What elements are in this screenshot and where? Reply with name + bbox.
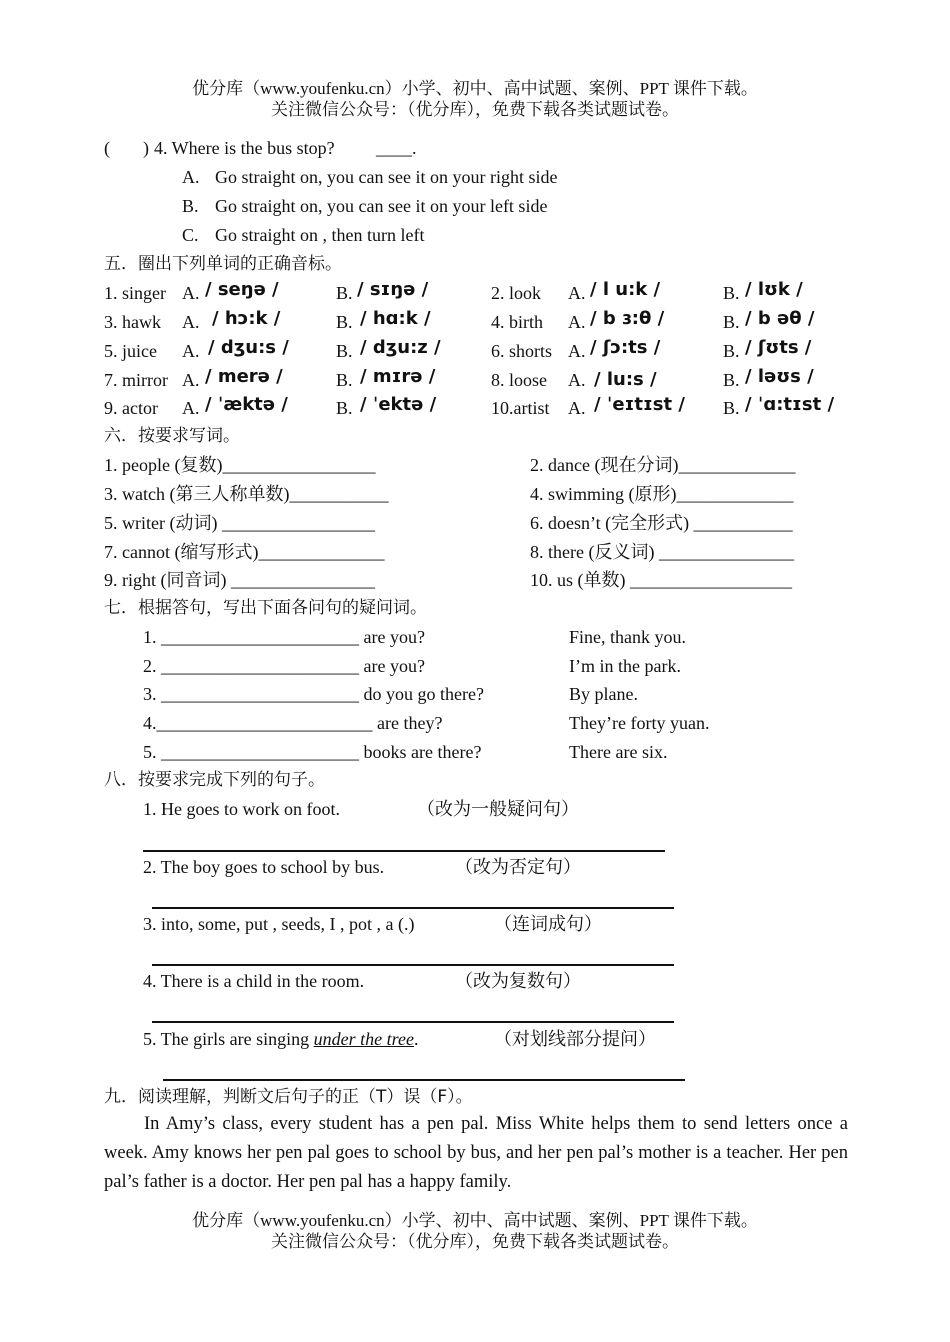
q4-paren-close: ) bbox=[143, 138, 149, 158]
q4-option-a-letter: A. bbox=[182, 167, 200, 187]
s5-option-a-label: A. bbox=[568, 283, 586, 303]
s7-answer-2: I’m in the park. bbox=[569, 656, 681, 676]
s7-question-2: 2. ______________________ are you? bbox=[143, 656, 425, 676]
s5-option-b-label: B. bbox=[723, 398, 740, 418]
s6-item-9: 9. right (同音词) ________________ bbox=[104, 570, 375, 590]
s5-option-a-label: A. bbox=[182, 312, 200, 332]
s5-phonetic-b: / dʒu:z / bbox=[360, 337, 441, 358]
s5-word-9: 9. actor bbox=[104, 398, 158, 418]
s8-answer-line-4 bbox=[152, 1021, 674, 1023]
q4-option-b-text: Go straight on, you can see it on your left side bbox=[215, 196, 548, 216]
s8-instruction-2: （改为否定句） bbox=[455, 857, 581, 877]
s7-question-5: 5. ______________________ books are there? bbox=[143, 742, 482, 762]
s7-question-1: 1. ______________________ are you? bbox=[143, 627, 425, 647]
s7-answer-5: There are six. bbox=[569, 742, 668, 762]
s8-sentence-5-underlined: under the tree bbox=[313, 1029, 414, 1049]
s5-phonetic-a: / lu:s / bbox=[594, 369, 657, 390]
s8-instruction-5: （对划线部分提问） bbox=[494, 1029, 656, 1049]
section-8-title: 八．按要求完成下列的句子。 bbox=[104, 770, 325, 790]
s6-item-5: 5. writer (动词) _________________ bbox=[104, 513, 375, 533]
s5-option-a-label: A. bbox=[568, 312, 586, 332]
s6-item-3: 3. watch (第三人称单数)___________ bbox=[104, 484, 389, 504]
s5-option-a-label: A. bbox=[182, 398, 200, 418]
s5-phonetic-a: / ˈæktə / bbox=[205, 394, 288, 415]
s7-answer-1: Fine, thank you. bbox=[569, 627, 686, 647]
s5-phonetic-a: / merə / bbox=[205, 366, 283, 387]
s5-phonetic-a: / seŋə / bbox=[205, 279, 279, 300]
s8-sentence-2: 2. The boy goes to school by bus. bbox=[143, 857, 385, 877]
s5-option-b-label: B. bbox=[723, 341, 740, 361]
s5-phonetic-a: / ˈeɪtɪst / bbox=[594, 394, 685, 415]
s5-word-8: 8. loose bbox=[491, 370, 547, 390]
s5-option-b-label: B. bbox=[336, 341, 353, 361]
q4-option-a-text: Go straight on, you can see it on your right side bbox=[215, 167, 558, 187]
section-9-title: 九．阅读理解，判断文后句子的正（T）误（F）。 bbox=[104, 1087, 473, 1107]
s8-sentence-5 bbox=[143, 1027, 418, 1051]
footer-line-2: 关注微信公众号：（优分库），免费下载各类试题试卷。 bbox=[271, 1232, 679, 1251]
s5-option-b-label: B. bbox=[723, 370, 740, 390]
s5-word-7: 7. mirror bbox=[104, 370, 168, 390]
s5-word-5: 5. juice bbox=[104, 341, 157, 361]
s5-phonetic-b: / b əθ / bbox=[745, 308, 815, 329]
section-6-title: 六．按要求写词。 bbox=[104, 426, 240, 446]
s5-option-a-label: A. bbox=[182, 370, 200, 390]
s5-phonetic-a: / hɔ:k / bbox=[212, 308, 281, 329]
s6-item-1: 1. people (复数)_________________ bbox=[104, 455, 376, 475]
s5-phonetic-a: / l u:k / bbox=[590, 279, 661, 300]
s5-option-b-label: B. bbox=[723, 312, 740, 332]
s5-option-a-label: A. bbox=[568, 370, 586, 390]
q4-option-b-letter: B. bbox=[182, 196, 199, 216]
s5-option-a-label: A. bbox=[568, 398, 586, 418]
header-line-1: 优分库（www.youfenku.cn）小学、初中、高中试题、案例、PPT 课件下载。 bbox=[192, 79, 758, 98]
footer-line-1: 优分库（www.youfenku.cn）小学、初中、高中试题、案例、PPT 课件下载。 bbox=[192, 1211, 758, 1230]
s5-phonetic-a: / b ɜ:θ / bbox=[590, 308, 665, 329]
section-5-title: 五．圈出下列单词的正确音标。 bbox=[104, 254, 342, 274]
s5-phonetic-b: / ʃʊts / bbox=[745, 337, 812, 358]
s5-phonetic-b: / mɪrə / bbox=[360, 366, 436, 387]
reading-passage: In Amy’s class, every student has a pen pal. Miss White helps them to send letters once a week. Amy knows her pen pal goes to school by bus, and her pen pal’s mother is a teacher. Her pen pal’s father is a doctor. Her pen pal has a happy family. bbox=[104, 1114, 848, 1192]
s7-question-3: 3. ______________________ do you go there? bbox=[143, 684, 484, 704]
s5-word-6: 6. shorts bbox=[491, 341, 553, 361]
s5-phonetic-b: / ˈɑ:tɪst / bbox=[745, 394, 835, 415]
s8-instruction-4: （改为复数句） bbox=[455, 971, 581, 991]
s5-word-4: 4. birth bbox=[491, 312, 543, 332]
s8-answer-line-3 bbox=[152, 964, 674, 966]
s8-answer-line-1 bbox=[143, 850, 665, 852]
page-header bbox=[0, 78, 950, 120]
s5-option-b-label: B. bbox=[336, 312, 353, 332]
s6-item-2: 2. dance (现在分词)_____________ bbox=[530, 455, 796, 475]
s5-phonetic-b: / lʊk / bbox=[745, 279, 803, 300]
s8-sentence-3: 3. into, some, put , seeds, I , pot , a (.) bbox=[143, 914, 415, 934]
q4-answer-blank: ____. bbox=[376, 138, 417, 158]
s5-word-2: 2. look bbox=[491, 283, 542, 303]
s5-phonetic-b: / ˈektə / bbox=[360, 394, 437, 415]
s8-sentence-4: 4. There is a child in the room. bbox=[143, 971, 365, 991]
s5-option-a-label: A. bbox=[568, 341, 586, 361]
s7-answer-3: By plane. bbox=[569, 684, 638, 704]
s5-option-b-label: B. bbox=[336, 398, 353, 418]
s8-sentence-5-pre: 5. The girls are singing bbox=[143, 1029, 314, 1049]
s6-item-8: 8. there (反义词) _______________ bbox=[530, 542, 794, 562]
q4-option-c-text: Go straight on , then turn left bbox=[215, 225, 425, 245]
s8-instruction-1: （改为一般疑问句） bbox=[417, 799, 579, 819]
header-line-2: 关注微信公众号：（优分库），免费下载各类试题试卷。 bbox=[271, 100, 679, 119]
s5-word-1: 1. singer bbox=[104, 283, 166, 303]
s8-answer-line-5 bbox=[163, 1079, 685, 1081]
s5-option-b-label: B. bbox=[336, 283, 353, 303]
s5-phonetic-a: / dʒu:s / bbox=[208, 337, 289, 358]
s5-option-a-label: A. bbox=[182, 341, 200, 361]
page-footer bbox=[0, 1210, 950, 1252]
s5-option-b-label: B. bbox=[336, 370, 353, 390]
s5-word-10: 10.artist bbox=[491, 398, 550, 418]
s6-item-10: 10. us (单数) __________________ bbox=[530, 570, 792, 590]
s6-item-6: 6. doesn’t (完全形式) ___________ bbox=[530, 513, 793, 533]
s8-sentence-1: 1. He goes to work on foot. bbox=[143, 799, 340, 819]
s5-word-3: 3. hawk bbox=[104, 312, 161, 332]
s5-phonetic-a: / ʃɔ:ts / bbox=[590, 337, 661, 358]
s7-answer-4: They’re forty yuan. bbox=[569, 713, 710, 733]
s6-item-4: 4. swimming (原形)_____________ bbox=[530, 484, 794, 504]
s7-question-4: 4.________________________ are they? bbox=[143, 713, 443, 733]
s5-phonetic-b: / hɑ:k / bbox=[360, 308, 431, 329]
q4-paren-open: ( bbox=[104, 138, 110, 158]
s8-instruction-3: （连词成句） bbox=[494, 914, 602, 934]
s8-sentence-5-post: . bbox=[413, 1029, 419, 1049]
section-7-title: 七．根据答句，写出下面各问句的疑问词。 bbox=[104, 598, 427, 618]
s5-option-b-label: B. bbox=[723, 283, 740, 303]
s8-answer-line-2 bbox=[152, 907, 674, 909]
s5-option-a-label: A. bbox=[182, 283, 200, 303]
q4-question: 4. Where is the bus stop? bbox=[154, 138, 335, 158]
s5-phonetic-b: / ləʊs / bbox=[745, 366, 814, 387]
q4-option-c-letter: C. bbox=[182, 225, 199, 245]
s5-phonetic-b: / sɪŋə / bbox=[357, 279, 429, 300]
s6-item-7: 7. cannot (缩写形式)______________ bbox=[104, 542, 385, 562]
